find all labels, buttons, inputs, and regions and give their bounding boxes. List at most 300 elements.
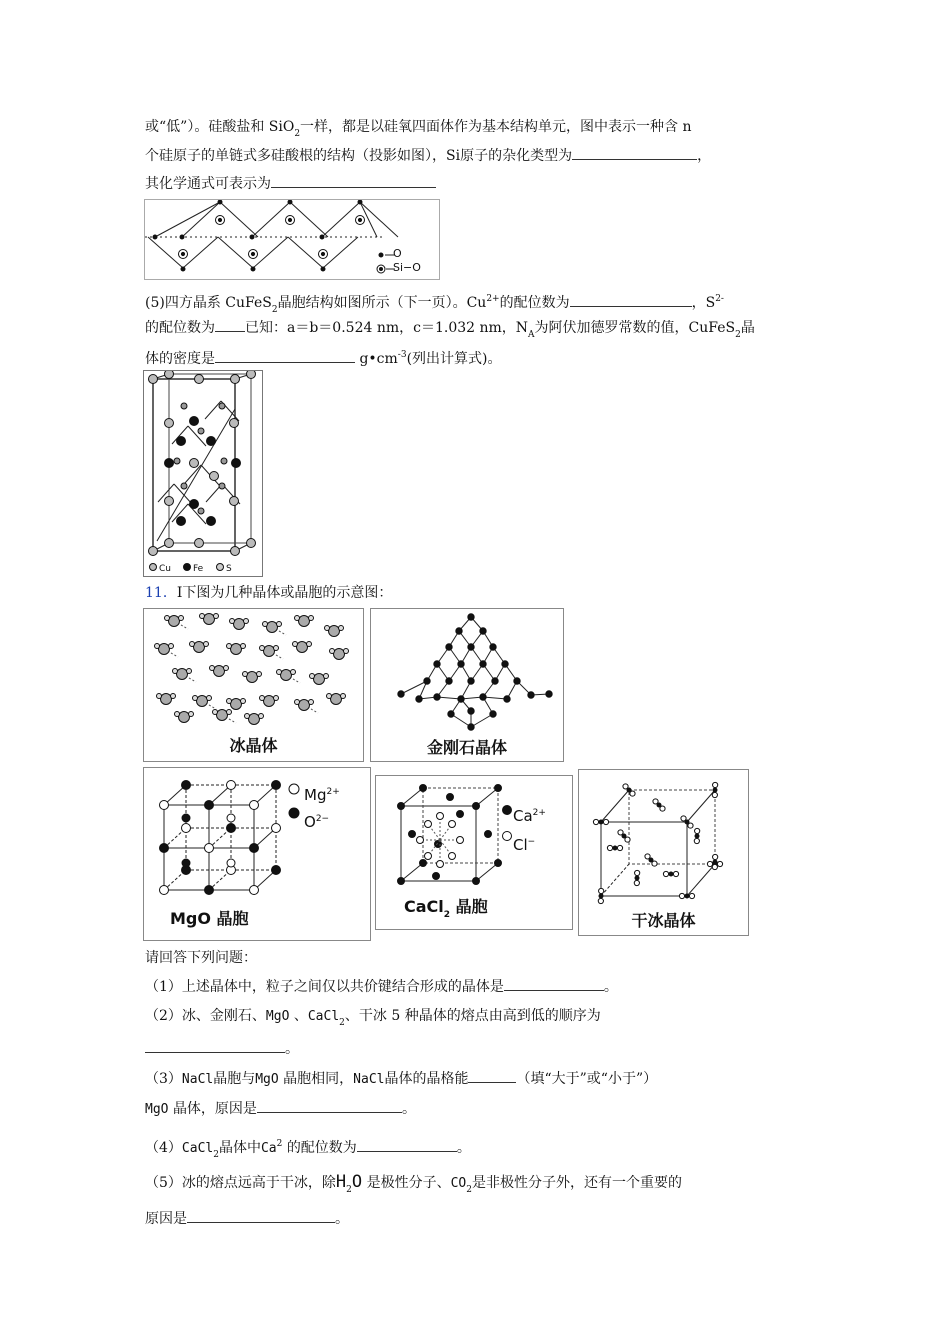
oxygen-atom: [281, 670, 292, 681]
text-seg: (5)四方晶系 CuFeS: [145, 295, 272, 311]
formula: MgO: [145, 1102, 169, 1117]
o-atom: [250, 235, 254, 239]
ca-ion: [495, 860, 502, 867]
tetra-edge: [290, 202, 328, 237]
carbon-atom: [514, 678, 520, 684]
mg-ion: [272, 824, 281, 833]
cacl2-caption: CaCl$_2$ 晶胞: [404, 897, 488, 920]
o-atom: [625, 837, 630, 842]
cl-ion: [425, 853, 432, 860]
answer-blank[interactable]: [357, 1137, 457, 1152]
text-seg: 、: [293, 1008, 308, 1024]
s-atom: [174, 458, 180, 464]
question-2: [145, 1006, 601, 1033]
o-atom: [630, 791, 635, 796]
formula: O: [351, 1172, 363, 1192]
hydrogen-atom: [263, 622, 268, 627]
cu-atom: [165, 371, 174, 379]
legend-mg: $Mg^{2+}$: [304, 786, 340, 804]
answer-blank[interactable]: [187, 1208, 335, 1223]
carbon-atom: [456, 628, 462, 634]
hydrogen-atom: [243, 672, 248, 677]
carbon-atom: [490, 711, 496, 717]
para1-line3: [145, 173, 436, 194]
answer-blank[interactable]: [570, 292, 692, 307]
o-atom: [599, 888, 604, 893]
hydrogen-atom: [244, 619, 249, 624]
si-center: [288, 218, 291, 221]
fe-atom: [177, 517, 186, 526]
hydrogen-atom: [341, 694, 346, 699]
subscript: 2: [294, 129, 301, 139]
tetra-edge: [322, 202, 360, 237]
cell-edge: [687, 864, 715, 896]
text-seg: （5）冰的熔点远高于干冰，除: [145, 1175, 336, 1191]
question-1: [145, 976, 618, 997]
legend-cl: Cl−: [513, 836, 536, 854]
o-atom: [603, 819, 608, 824]
mgo-cell-figure: [143, 767, 371, 941]
hydrogen-atom: [291, 670, 296, 675]
hydrogen-atom: [324, 674, 329, 679]
superscript: 2+: [486, 294, 500, 304]
tetra-edge: [288, 237, 323, 268]
answer-blank[interactable]: [572, 145, 697, 160]
fe-atom: [190, 500, 199, 509]
question-4: [145, 1134, 471, 1165]
tetra-edge: [252, 202, 290, 237]
cell-edge: [601, 864, 629, 896]
cacl2-legend: [513, 800, 546, 858]
hydrogen-atom: [179, 616, 184, 621]
text-seg: 、干冰 5 种晶体的熔点由高到低的顺序为: [344, 1008, 601, 1024]
text-seg: 晶体的晶格能: [384, 1071, 469, 1087]
hydrogen-atom: [309, 700, 314, 705]
hydrogen-atom: [325, 626, 330, 631]
o-atom: [320, 235, 324, 239]
hydrogen-atom: [204, 642, 209, 647]
carbon-atom: [446, 644, 452, 650]
oxygen-atom: [334, 649, 345, 660]
oxygen-atom: [231, 644, 242, 655]
superscript: 2: [276, 1139, 283, 1149]
cu-atom: [165, 497, 174, 506]
o-atom: [180, 235, 184, 239]
hydrogen-atom: [245, 714, 250, 719]
text-seg: 是极性分子、: [366, 1175, 451, 1191]
question-5-cont: [145, 1208, 349, 1229]
c-atom: [685, 894, 689, 898]
o-atom: [713, 782, 718, 787]
formula: NaCl: [181, 1072, 214, 1087]
oxygen-atom: [194, 642, 205, 653]
carbon-atom: [398, 691, 404, 697]
hydrogen-atom: [259, 714, 264, 719]
formula: H: [335, 1172, 347, 1192]
cell-edge: [401, 863, 423, 881]
oxygen-atom: [159, 644, 170, 655]
legend-cl-ball: [503, 832, 512, 841]
o-atom: [663, 871, 668, 876]
subscript: 2: [466, 1185, 472, 1195]
o-atom: [153, 235, 157, 239]
carbon-atom: [480, 694, 486, 700]
hydrogen-atom: [277, 622, 282, 627]
s-atom: [219, 403, 225, 409]
cacl2-cell-figure: [375, 775, 573, 930]
hydrogen-atom: [165, 616, 170, 621]
o-atom: [218, 200, 222, 204]
oxygen-atom: [197, 696, 208, 707]
hydrogen-atom: [260, 646, 265, 651]
mg-ion: [160, 801, 169, 810]
superscript: 2-: [715, 294, 724, 304]
cu-atom: [230, 497, 239, 506]
tetra-edge: [253, 237, 288, 268]
legend-sio: Si−O: [393, 261, 421, 274]
answer-blank[interactable]: [271, 173, 436, 188]
hydrogen-atom: [327, 694, 332, 699]
ca-ion: [447, 794, 454, 801]
tetra-edge: [220, 202, 258, 237]
cl-ion: [437, 861, 444, 868]
ice-caption: 冰晶体: [229, 736, 278, 755]
answer-blank[interactable]: [257, 1098, 402, 1113]
text-seg: 。: [285, 1041, 299, 1057]
cl-ion: [437, 813, 444, 820]
hydrogen-atom: [293, 642, 298, 647]
ca-ion: [420, 785, 427, 792]
diamond-caption: 金刚石晶体: [426, 738, 507, 757]
s-atom: [198, 508, 204, 514]
formula: MgO: [255, 1072, 279, 1087]
oxygen-atom: [329, 626, 340, 637]
c-atom: [599, 894, 603, 898]
cu-atom: [165, 419, 174, 428]
hydrogen-atom: [155, 644, 160, 649]
oxygen-atom: [299, 700, 310, 711]
cell-edge: [476, 788, 498, 806]
hydrogen-atom: [241, 644, 246, 649]
cu-atom: [195, 375, 204, 384]
carbon-atom: [502, 661, 508, 667]
o-atom: [679, 893, 684, 898]
s-atom: [181, 403, 187, 409]
dry-ice-caption: 干冰晶体: [631, 911, 696, 930]
mg-ion: [250, 886, 259, 895]
text-seg: 为阿伏加德罗常数的值，CuFeS: [534, 320, 736, 336]
subscript: 2: [339, 1018, 345, 1028]
o-ion: [272, 781, 281, 790]
mgo-legend: [304, 780, 340, 834]
ca-ion: [409, 831, 416, 838]
text-seg: （1）上述晶体中，粒子之间仅以共价键结合形成的晶体是: [145, 979, 504, 995]
cu-atom: [195, 539, 204, 548]
fe-atom: [190, 417, 199, 426]
o-atom: [181, 267, 185, 271]
o-atom: [607, 845, 612, 850]
text-seg: 个硅原子的单链式多硅酸根的结构（投影如图），Si原子的杂化类型为: [145, 148, 573, 164]
mgo-caption: MgO 晶胞: [170, 909, 249, 928]
hydrogen-atom: [309, 616, 314, 621]
hydrogen-atom: [227, 699, 232, 704]
cell-front-face: [601, 822, 687, 896]
hydrogen-atom: [227, 644, 232, 649]
c-c-bond: [401, 681, 427, 694]
ca-ion: [398, 803, 405, 810]
carbon-atom: [492, 678, 498, 684]
oxygen-atom: [249, 714, 260, 725]
o-atom: [695, 828, 700, 833]
carbon-atom: [480, 661, 486, 667]
hydrogen-atom: [173, 669, 178, 674]
o-atom: [660, 806, 665, 811]
cu-atom: [247, 371, 256, 379]
c-atom: [599, 820, 603, 824]
mg-ion: [160, 886, 169, 895]
answer-blank[interactable]: [145, 1038, 285, 1053]
hydrogen-atom: [193, 696, 198, 701]
legend-fe-label: Fe: [193, 564, 204, 574]
cell-back-face: [629, 790, 715, 864]
oxygen-atom: [331, 694, 342, 705]
ca-ion: [433, 873, 440, 880]
text-seg: 的配位数为: [145, 320, 215, 336]
tetra-edge: [360, 202, 398, 237]
fe-atom: [232, 459, 241, 468]
o-atom: [321, 267, 325, 271]
hydrogen-atom: [307, 642, 312, 647]
legend-cu-label: Cu: [159, 564, 171, 574]
cell-edge: [601, 790, 629, 822]
mg-ion: [182, 824, 191, 833]
text-seg: ，: [697, 148, 712, 164]
o-ion: [182, 859, 190, 867]
oxygen-atom: [314, 674, 325, 685]
ca-ion: [398, 878, 405, 885]
o-atom: [673, 871, 678, 876]
o-atom: [688, 823, 693, 828]
hydrogen-atom: [213, 710, 218, 715]
legend-cu-ball: [150, 564, 157, 571]
cl-ion: [449, 853, 456, 860]
text-seg: 晶胞相同，: [283, 1071, 354, 1087]
superscript: -3: [397, 350, 407, 360]
fe-atom: [207, 437, 216, 446]
hydrogen-atom: [210, 666, 215, 671]
questions-intro: 请回答下列问题：: [145, 950, 257, 966]
silicate-chain-figure: [144, 199, 440, 280]
subscript: A: [528, 330, 535, 340]
c-atom: [713, 860, 717, 864]
o-atom: [712, 792, 717, 797]
carbon-atom: [448, 711, 454, 717]
carbon-atom: [434, 694, 440, 700]
si-center: [218, 218, 221, 221]
text-seg: 是非极性分子外，还有一个重要的: [472, 1175, 682, 1191]
cu-atom: [149, 547, 158, 556]
mg-ion: [227, 859, 235, 867]
cell-edge: [401, 788, 423, 806]
subscript: 2: [271, 305, 278, 315]
oxygen-atom: [214, 666, 225, 677]
cu-atom: [230, 419, 239, 428]
question-number: 11．: [145, 585, 177, 601]
carbon-atom: [468, 678, 474, 684]
cufes2-cell-diagram: [144, 371, 262, 576]
text-seg: 晶胞结构如图所示（下一页）。Cu: [277, 295, 487, 311]
text-seg: g•cm: [359, 351, 398, 367]
carbon-atom: [446, 678, 452, 684]
s-atom: [219, 483, 225, 489]
subscript: 2: [735, 330, 741, 340]
o-atom: [598, 898, 603, 903]
ca-ion: [473, 878, 480, 885]
s-atom: [221, 458, 227, 464]
carbon-atom: [504, 696, 510, 702]
text-seg: 。: [335, 1211, 349, 1227]
answer-blank[interactable]: [215, 317, 245, 332]
ca-ion: [495, 785, 502, 792]
o-ion: [227, 824, 236, 833]
hydrogen-atom: [344, 649, 349, 654]
text-seg: 或“低”）。硅酸盐和 SiO: [145, 119, 295, 135]
answer-blank[interactable]: [468, 1068, 516, 1083]
carbon-atom: [468, 708, 474, 714]
s-atom: [198, 428, 204, 434]
text-seg: 体的密度是: [145, 351, 215, 367]
text-seg: 。: [401, 1101, 416, 1117]
cl-ion: [449, 821, 456, 828]
text-seg: 的配位数为: [286, 1140, 357, 1156]
si-center: [321, 252, 324, 255]
text-seg: 的配位数为: [499, 295, 570, 311]
cell-bond: [205, 401, 221, 419]
text-seg: （2）冰、金刚石、: [145, 1008, 266, 1024]
hydrogen-atom: [189, 712, 194, 717]
hydrogen-atom: [200, 614, 205, 619]
o-atom: [635, 870, 640, 875]
para5-line3: [145, 345, 502, 369]
text-seg: ，S: [691, 295, 716, 311]
mg-ion: [227, 814, 235, 822]
formula: NaCl: [353, 1072, 385, 1087]
cufes2-cell-figure: [143, 370, 263, 577]
para5-line1: [145, 289, 724, 320]
fe-atom: [165, 459, 174, 468]
o-ion: [205, 886, 214, 895]
q11-header: [145, 583, 392, 603]
o-atom: [652, 861, 657, 866]
carbon-atom: [468, 724, 474, 730]
oxygen-atom: [217, 710, 228, 721]
o-ion: [205, 801, 214, 810]
oxygen-atom: [267, 622, 278, 633]
dry-ice-figure: [578, 769, 749, 936]
question-3: [145, 1068, 657, 1090]
text-seg: 其化学通式可表示为: [145, 176, 271, 192]
hydrogen-atom: [227, 710, 232, 715]
legend-s-ball: [217, 564, 224, 571]
hydrogen-atom: [171, 694, 176, 699]
formula: CO: [450, 1176, 467, 1191]
text-seg: （3）: [145, 1071, 182, 1087]
o-atom: [712, 864, 717, 869]
si-center: [358, 218, 361, 221]
oxygen-atom: [234, 619, 245, 630]
hydrogen-atom: [295, 616, 300, 621]
o-ion: [272, 866, 281, 875]
hydrogen-atom: [190, 642, 195, 647]
cell-back-face: [423, 788, 498, 863]
para1-line2: [145, 145, 711, 166]
ca-ion: [485, 831, 492, 838]
hydrogen-atom: [230, 619, 235, 624]
c-atom: [713, 788, 717, 792]
o-atom: [707, 861, 712, 866]
formula: CaCl: [307, 1009, 340, 1024]
cl-ion: [425, 821, 432, 828]
text-seg: （填“大于”或“小于”）: [516, 1071, 658, 1087]
o-ion: [160, 844, 169, 853]
si-center: [181, 252, 184, 255]
cu-atom: [190, 459, 199, 468]
cu-atom: [231, 375, 240, 384]
text-seg: 。: [603, 979, 618, 995]
o-atom: [717, 861, 722, 866]
legend-o: $O^{2-}$: [304, 813, 330, 831]
s-atom: [181, 483, 187, 489]
question-text: Ⅰ下图为几种晶体或晶胞的示意图：: [176, 585, 393, 601]
cu-atom: [165, 539, 174, 548]
text-seg: 晶体中: [218, 1140, 261, 1156]
hydrogen-atom: [207, 696, 212, 701]
text-seg: 晶: [740, 320, 755, 336]
text-seg: (列出计算式)。: [406, 351, 502, 367]
carbon-atom: [424, 678, 430, 684]
para5-line2: [145, 317, 755, 345]
answer-blank[interactable]: [215, 348, 355, 363]
text-seg: 。: [456, 1140, 471, 1156]
text-seg: 晶体，原因是: [172, 1101, 257, 1117]
o-atom: [251, 267, 255, 271]
chain-legend: [393, 247, 421, 275]
question-5: [145, 1172, 682, 1200]
o-ion: [182, 781, 191, 790]
mg-ion: [227, 781, 236, 790]
c-atom: [669, 872, 673, 876]
legend-s-label: S: [226, 564, 232, 574]
hydrogen-atom: [214, 614, 219, 619]
o-atom: [694, 838, 699, 843]
si-center: [251, 252, 254, 255]
cell-edge: [476, 863, 498, 881]
oxygen-atom: [177, 669, 188, 680]
cl-ion: [417, 837, 424, 844]
oxygen-atom: [264, 646, 275, 657]
formula: CaCl: [181, 1141, 214, 1156]
o-atom: [713, 854, 718, 859]
oxygen-atom: [247, 672, 258, 683]
cu-atom: [231, 547, 240, 556]
o-atom: [288, 200, 292, 204]
oxygen-atom: [231, 699, 242, 710]
hydrogen-atom: [157, 694, 162, 699]
answer-blank[interactable]: [504, 976, 604, 991]
legend-o-dot: [379, 253, 383, 257]
carbon-atom: [458, 696, 464, 702]
ca-ion: [457, 811, 464, 818]
